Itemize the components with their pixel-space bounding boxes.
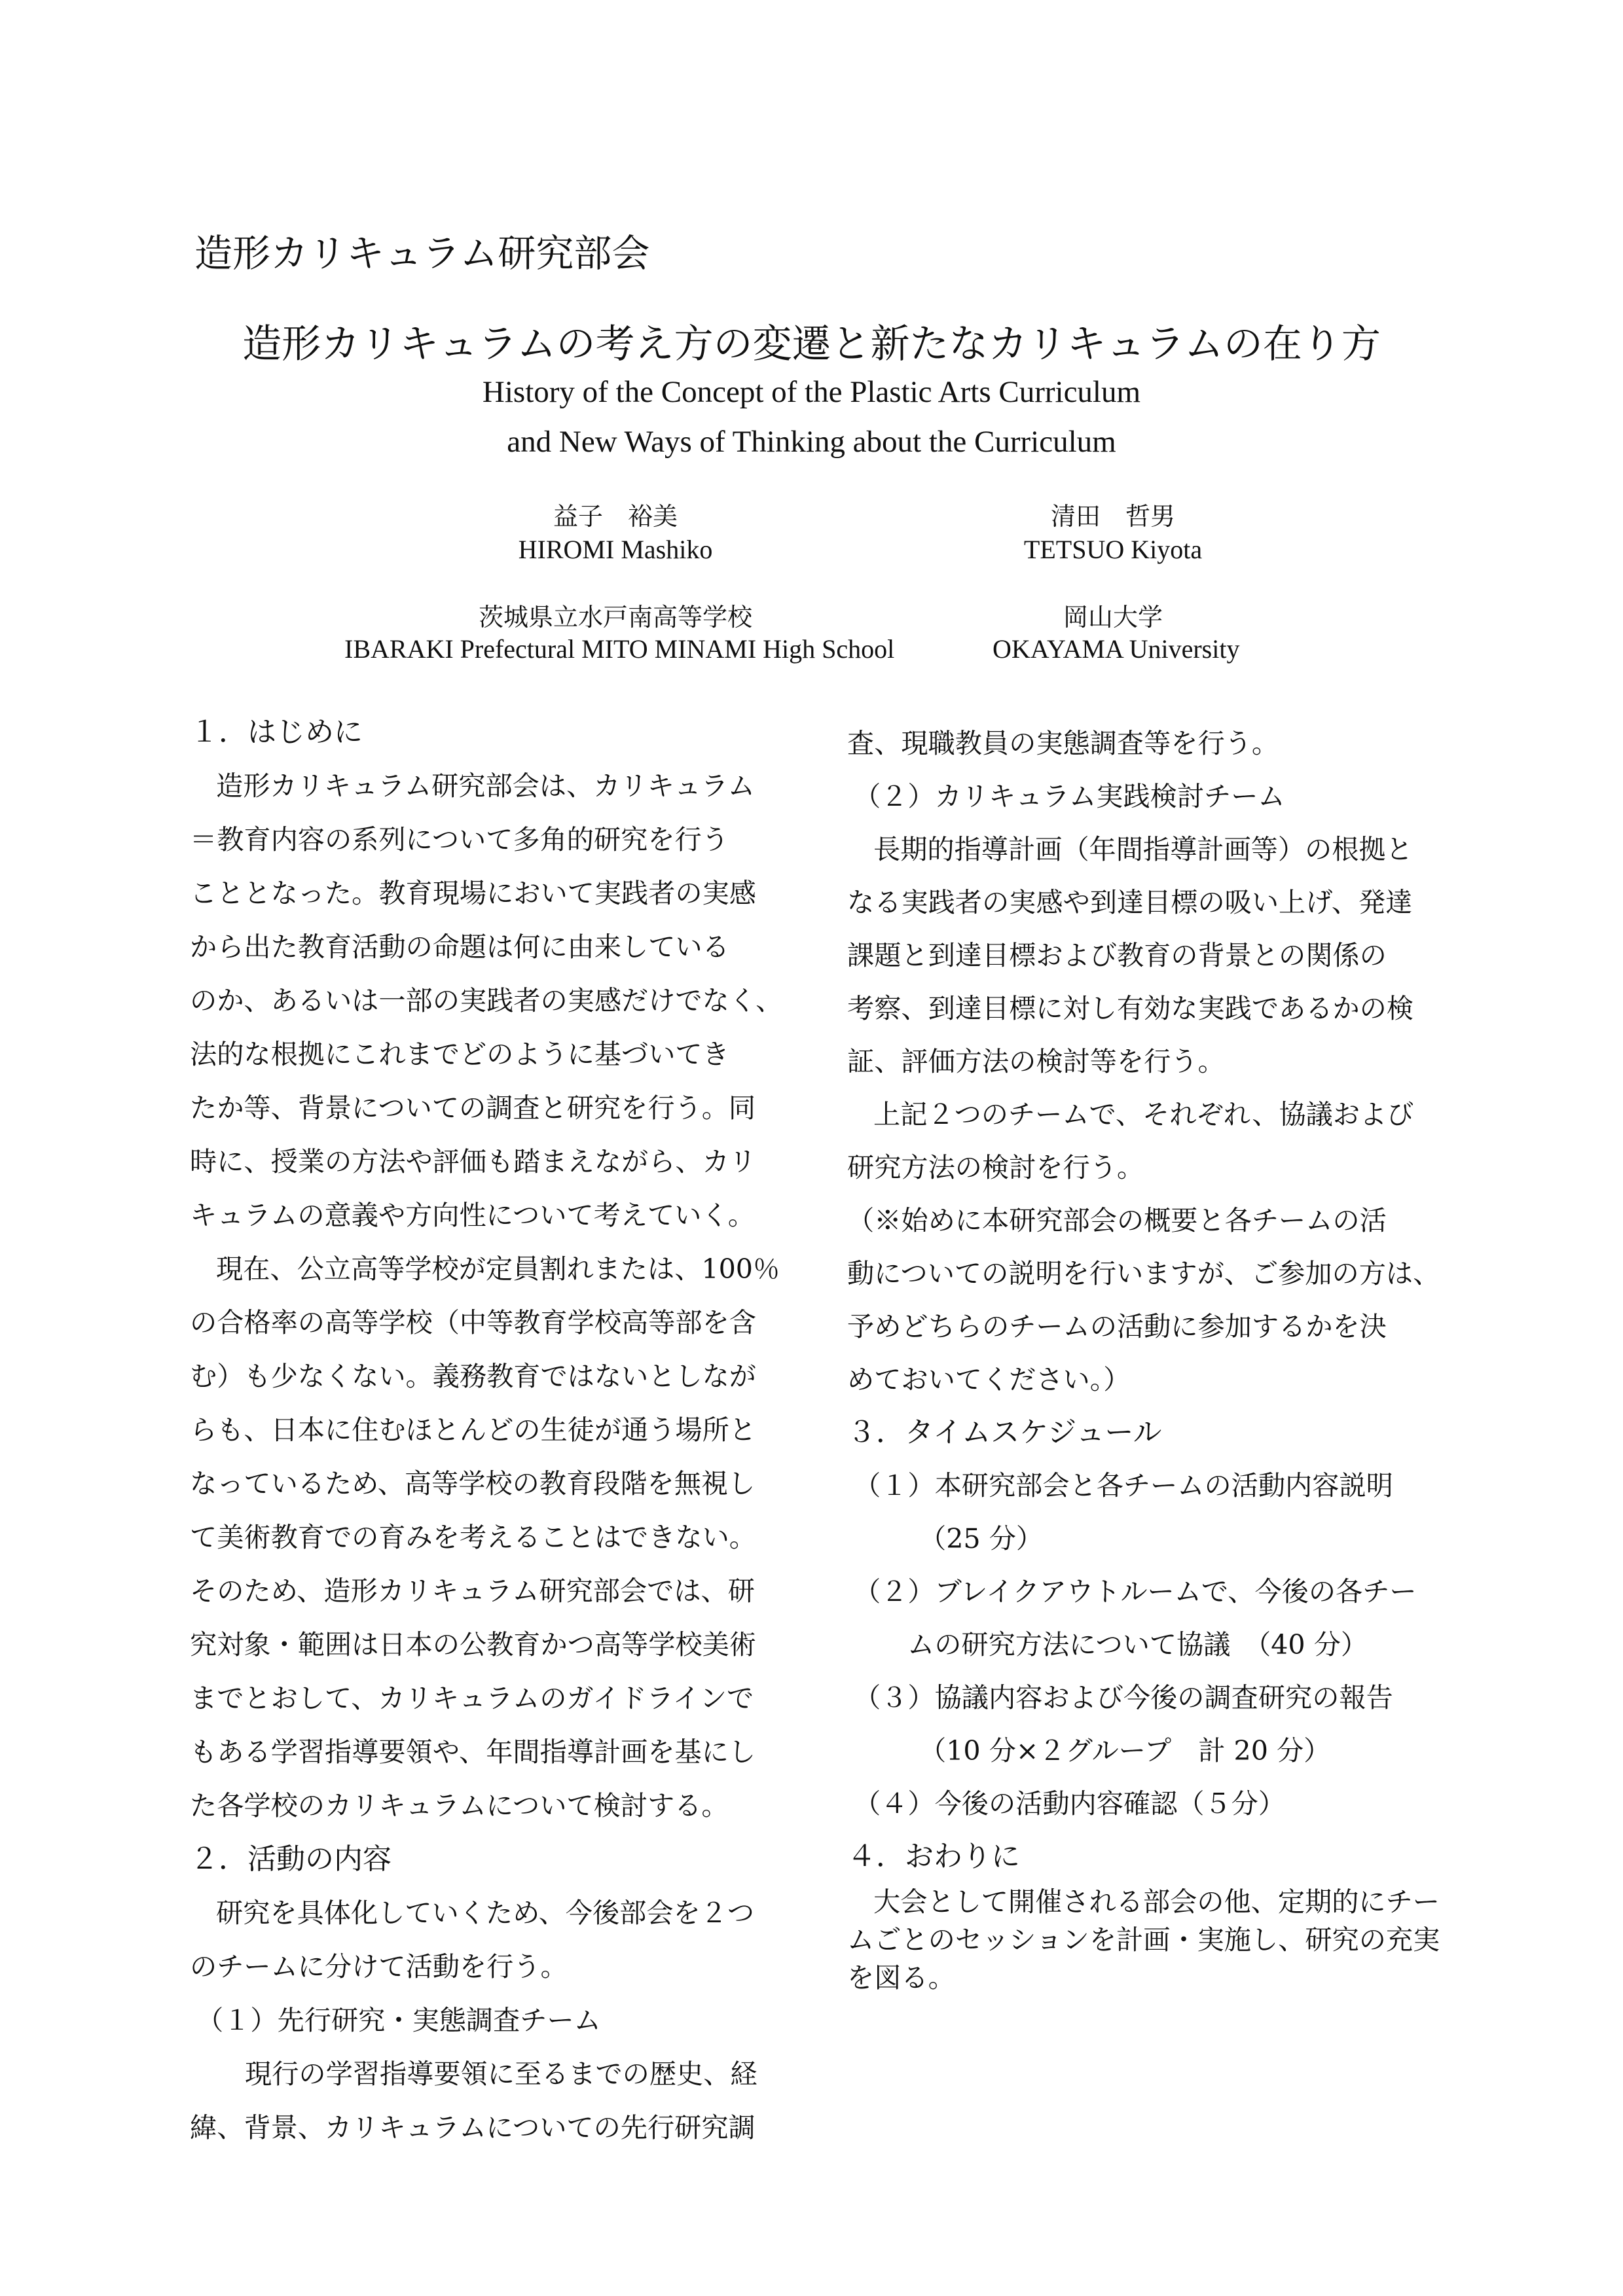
paragraph-line: のチームに分けて活動を行う。 — [190, 1951, 568, 1982]
paragraph-line: こととなった。教育現場において実践者の実感 — [190, 878, 756, 909]
section-heading-schedule: ３．タイムスケジュール — [847, 1416, 1162, 1449]
author1-affiliation-en: IBARAKI Prefectural MITO MINAMI High School — [344, 634, 895, 664]
schedule-item: （２）ブレイクアウトルームで、今後の各チー — [854, 1576, 1417, 1607]
schedule-item-continuation: ムの研究方法について協議 （40 分） — [907, 1629, 1368, 1660]
author2-affiliation-ja: 岡山大学 — [1063, 603, 1163, 632]
paragraph-line: 時に、授業の方法や評価も踏まえながら、カリ — [190, 1146, 756, 1177]
paragraph-line: の合格率の高等学校（中等教育学校高等部を含 — [190, 1307, 756, 1338]
paragraph-line: 証、評価方法の検討等を行う。 — [847, 1046, 1225, 1077]
section-heading-introduction: １．はじめに — [190, 715, 363, 749]
subsection-heading: （２）カリキュラム実践検討チーム — [854, 781, 1285, 812]
paragraph-line: 緯、背景、カリキュラムについての先行研究調 — [190, 2112, 756, 2144]
paragraph-line: なる実践者の実感や到達目標の吸い上げ、発達 — [847, 887, 1413, 918]
paragraph-line: めておいてください。） — [847, 1364, 1131, 1395]
paragraph-line: 課題と到達目標および教育の背景との関係の — [847, 940, 1387, 971]
paragraph-line: ＝教育内容の系列について多角的研究を行う — [190, 824, 729, 855]
paragraph-line: て美術教育での育みを考えることはできない。 — [190, 1522, 756, 1553]
right-column — [847, 717, 1456, 1997]
paragraph-line: らも、日本に住むほとんどの生徒が通う場所と — [190, 1414, 756, 1446]
author1-name-ja: 益子 裕美 — [553, 502, 678, 531]
paragraph-line: なっているため、高等学校の教育段階を無視し — [190, 1468, 756, 1499]
schedule-item: （３）協議内容および今後の調査研究の報告 — [854, 1682, 1393, 1713]
paragraph-line: 研究方法の検討を行う。 — [847, 1152, 1144, 1183]
subsection-heading: （１）先行研究・実態調査チーム — [196, 2005, 601, 2036]
paragraph-line: 考察、到達目標に対し有効な実践であるかの検 — [847, 993, 1413, 1024]
paragraph-line: までとおして、カリキュラムのガイドラインで — [190, 1683, 754, 1714]
schedule-item-duration: （10 分×２グループ 計 20 分） — [919, 1735, 1331, 1767]
paragraph-line: た各学校のカリキュラムについて検討する。 — [190, 1790, 729, 1821]
paragraph-line: 上記２つのチームで、それぞれ、協議および — [873, 1099, 1414, 1130]
paragraph-line: 現行の学習指導要領に至るまでの歴史、経 — [245, 2058, 757, 2090]
department-name: 造形カリキュラム研究部会 — [194, 231, 650, 276]
paragraph-line: む）も少なくない。義務教育ではないとしなが — [190, 1361, 756, 1392]
schedule-item: （４）今後の活動内容確認（５分） — [854, 1788, 1286, 1820]
section-heading-activities: ２．活動の内容 — [190, 1842, 392, 1876]
title-english-line1: History of the Concept of the Plastic Arts Curriculum — [482, 375, 1141, 409]
paragraph-line: もある学習指導要領や、年間指導計画を基にし — [190, 1736, 756, 1768]
author2-name-en: TETSUO Kiyota — [1023, 535, 1203, 564]
author1-name-en: HIROMI Mashiko — [518, 535, 713, 564]
paragraph-line: 造形カリキュラム研究部会は、カリキュラム — [216, 770, 755, 802]
paragraph-line: キュラムの意義や方向性について考えていく。 — [190, 1200, 755, 1231]
author1-affiliation-ja: 茨城県立水戸南高等学校 — [478, 603, 752, 632]
paragraph-line: ムごとのセッションを計画・実施し、研究の充実 — [847, 1924, 1440, 1956]
title-japanese: 造形カリキュラムの考え方の変遷と新たなカリキュラムの在り方 — [242, 321, 1381, 367]
author2-name-ja: 清田 哲男 — [1050, 502, 1175, 531]
author2-affiliation-en: OKAYAMA University — [993, 634, 1240, 664]
left-column — [190, 706, 799, 2155]
paragraph-line: 法的な根拠にこれまでどのように基づいてき — [190, 1039, 729, 1070]
paragraph-line: 長期的指導計画（年間指導計画等）の根拠と — [873, 834, 1413, 865]
paragraph-line: のか、あるいは一部の実践者の実感だけでなく、 — [190, 985, 783, 1016]
title-english-line2: and New Ways of Thinking about the Curriculum — [507, 425, 1116, 459]
schedule-item: （１）本研究部会と各チームの活動内容説明 — [854, 1470, 1393, 1501]
paragraph-line: から出た教育活動の命題は何に由来している — [190, 931, 729, 963]
schedule-item-duration: （25 分） — [919, 1523, 1044, 1554]
paragraph-line: を図る。 — [847, 1962, 955, 1994]
paragraph-line: 予めどちらのチームの活動に参加するかを決 — [847, 1311, 1387, 1342]
paragraph-line: 究対象・範囲は日本の公教育かつ高等学校美術 — [190, 1629, 756, 1660]
paragraph-line: 動についての説明を行いますが、ご参加の方は、 — [847, 1258, 1440, 1289]
paragraph-line: 大会として開催される部会の他、定期的にチー — [873, 1886, 1440, 1918]
paragraph-line: 現在、公立高等学校が定員割れまたは、100％ — [216, 1253, 780, 1285]
paragraph-line: （※始めに本研究部会の概要と各チームの活 — [847, 1205, 1387, 1236]
paragraph-line: 研究を具体化していくため、今後部会を２つ — [216, 1897, 755, 1929]
paragraph-line: そのため、造形カリキュラム研究部会では、研 — [190, 1575, 755, 1607]
paragraph-line: 査、現職教員の実態調査等を行う。 — [847, 728, 1279, 759]
section-heading-conclusion: ４．おわりに — [847, 1840, 1020, 1873]
paragraph-line: たか等、背景についての調査と研究を行う。同 — [190, 1092, 756, 1124]
